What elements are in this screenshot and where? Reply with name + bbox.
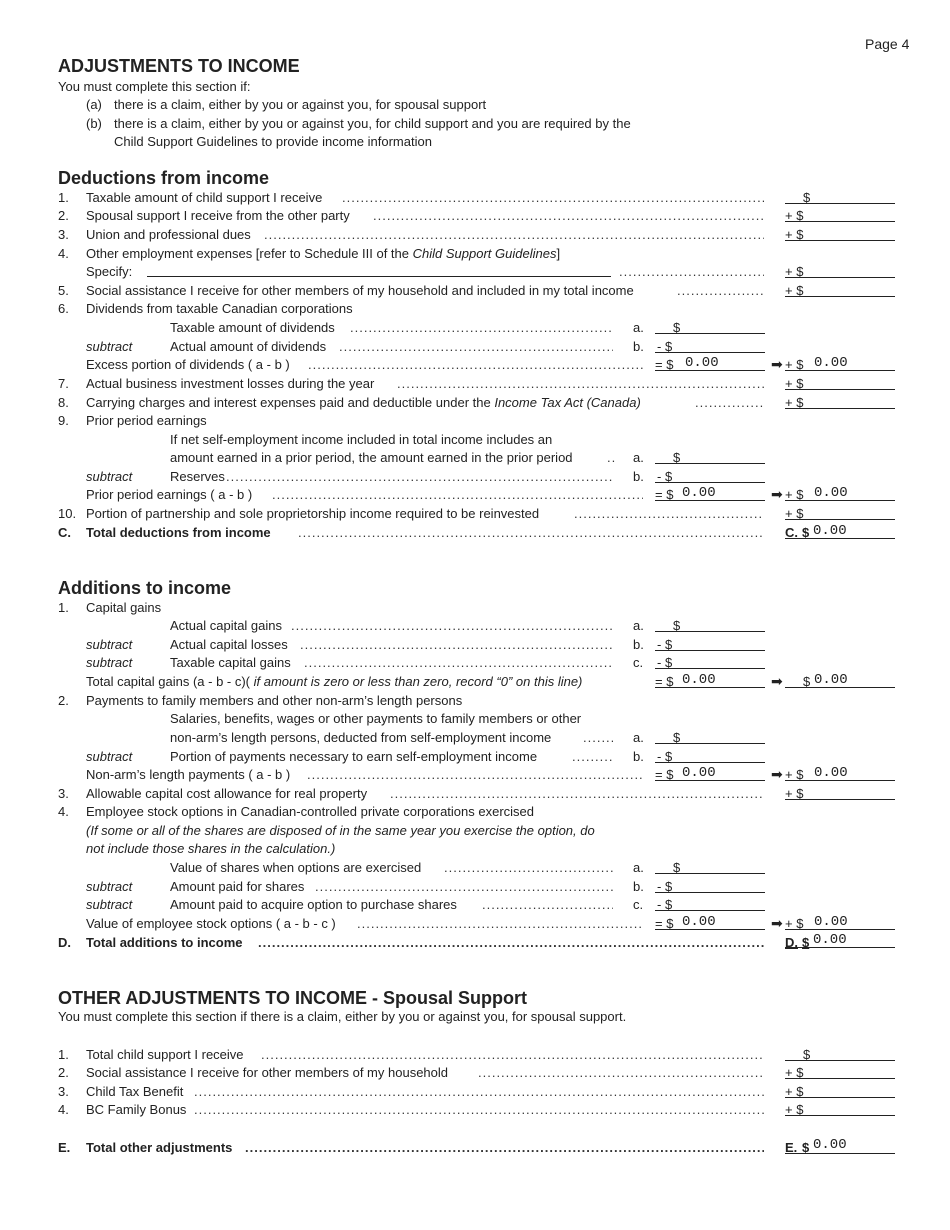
oth-line-4-field[interactable] <box>785 1115 895 1116</box>
ded-line-6c-value[interactable]: 0.00 <box>685 355 719 371</box>
add-line-1b-label: Actual capital losses <box>170 637 288 652</box>
subtract-label: subtract <box>86 469 133 484</box>
add-line-1a-field[interactable] <box>655 631 765 632</box>
leader-dots <box>194 1084 764 1099</box>
leader-dots <box>245 1140 764 1155</box>
oth-line-2-label: Social assistance I receive for other members of my household <box>86 1065 449 1080</box>
line-number: 3. <box>58 227 69 242</box>
subtract-label: subtract <box>86 879 133 894</box>
leader-dots <box>607 450 615 465</box>
minus-currency-sign: - $ <box>657 879 673 894</box>
ded-line-6b-label: Actual amount of dividends <box>170 339 327 354</box>
line-number: E. <box>58 1140 71 1155</box>
ded-line-9b-field[interactable] <box>655 482 765 483</box>
equals-currency-sign: = $ <box>655 767 674 782</box>
line-number: 8. <box>58 395 69 410</box>
leader-dots <box>264 227 764 242</box>
condition-b-text-2: Child Support Guidelines to provide income information <box>114 134 432 149</box>
line-number: 2. <box>58 693 69 708</box>
currency-sign: $ <box>803 190 811 205</box>
other-intro: You must complete this section if there is a claim, either by you or against you, for spousal support. <box>58 1009 627 1024</box>
ded-line-2-label: Spousal support I receive from the other party <box>86 208 350 223</box>
specify-input[interactable] <box>147 276 611 277</box>
oth-total-code: E. <box>785 1140 798 1155</box>
plus-currency-sign: + $ <box>785 264 804 279</box>
ded-line-6c-label: Excess portion of dividends ( a - b ) <box>86 357 290 372</box>
sub-letter: a. <box>633 860 644 875</box>
add-line-2a-label: non-arm’s length persons, deducted from self-employment income <box>170 730 552 745</box>
section-title-deductions: Deductions from income <box>58 168 270 188</box>
add-line-2-text-1: Salaries, benefits, wages or other payments to family members or other <box>170 711 582 726</box>
equals-currency-sign: = $ <box>655 674 674 689</box>
ded-line-9c-field <box>655 500 765 501</box>
leader-dots <box>677 283 764 298</box>
ded-line-5-label: Social assistance I receive for other members of my household and included in my total income <box>86 283 634 298</box>
arrow-right-icon: ➡ <box>771 486 783 502</box>
plus-currency-sign: + $ <box>785 1065 804 1080</box>
oth-total-value[interactable]: 0.00 <box>813 1137 847 1153</box>
minus-currency-sign: - $ <box>657 897 673 912</box>
currency-sign: $ <box>673 450 681 465</box>
ded-line-4-field[interactable] <box>785 277 895 278</box>
add-line-4-label: Employee stock options in Canadian-controlled private corporations exercised <box>86 804 535 819</box>
add-line-4-total-field <box>785 929 895 930</box>
line-number: 9. <box>58 413 69 428</box>
line-number: 1. <box>58 600 69 615</box>
oth-line-4-label: BC Family Bonus <box>86 1102 187 1117</box>
add-line-2c-value[interactable]: 0.00 <box>682 765 716 781</box>
currency-sign: $ <box>802 935 810 950</box>
add-line-1c-label: Taxable capital gains <box>170 655 291 670</box>
condition-a-text: there is a claim, either by you or against you, for spousal support <box>114 97 487 112</box>
leader-dots <box>304 655 613 670</box>
ded-line-6-total-field <box>785 370 895 371</box>
plus-currency-sign: + $ <box>785 506 804 521</box>
leader-dots <box>194 1102 764 1117</box>
ded-line-9-text-1: If net self-employment income included in total income includes an <box>170 432 553 447</box>
add-line-2-total-field <box>785 780 895 781</box>
leader-dots <box>308 357 643 372</box>
line-number: 5. <box>58 283 69 298</box>
add-line-4c-label: Amount paid to acquire option to purchase shares <box>170 897 457 912</box>
ded-line-6a-label: Taxable amount of dividends <box>170 320 335 335</box>
add-line-4c-field[interactable] <box>655 910 765 911</box>
currency-sign: $ <box>673 860 681 875</box>
add-line-1b-field[interactable] <box>655 650 765 651</box>
add-line-3-label: Allowable capital cost allowance for real property <box>86 786 368 801</box>
arrow-right-icon: ➡ <box>771 673 783 689</box>
plus-currency-sign: + $ <box>785 227 804 242</box>
currency-sign: $ <box>802 525 810 540</box>
add-line-2b-label: Portion of payments necessary to earn self-employment income <box>170 749 538 764</box>
sub-letter: b. <box>633 637 644 652</box>
add-line-4-note-1: (If some or all of the shares are disposed of in the same year you exercise the option, do <box>86 823 595 838</box>
minus-currency-sign: - $ <box>657 637 673 652</box>
ded-line-10-field[interactable] <box>785 519 895 520</box>
leader-dots <box>390 786 764 801</box>
ded-line-1-field[interactable] <box>785 203 895 204</box>
add-line-4a-label: Value of shares when options are exercised <box>170 860 422 875</box>
page-number: Page 4 <box>865 36 910 52</box>
add-total-code: D. <box>785 935 798 950</box>
plus-currency-sign: + $ <box>785 357 804 372</box>
equals-currency-sign: = $ <box>655 357 674 372</box>
ded-line-4-text: Other employment expenses [refer to Schedule III of the <box>86 246 410 261</box>
line-number: 4. <box>58 1102 69 1117</box>
plus-currency-sign: + $ <box>785 767 804 782</box>
condition-b-marker: (b) <box>86 116 102 131</box>
plus-currency-sign: + $ <box>785 1102 804 1117</box>
leader-dots <box>572 749 613 764</box>
ded-line-6c-field <box>655 370 765 371</box>
subtract-label: subtract <box>86 897 133 912</box>
condition-a-marker: (a) <box>86 97 102 112</box>
oth-line-1-label: Total child support I receive <box>86 1047 244 1062</box>
ded-line-3-label: Union and professional dues <box>86 227 251 242</box>
specify-label: Specify: <box>86 264 133 279</box>
leader-dots <box>397 376 764 391</box>
sub-letter: a. <box>633 450 644 465</box>
leader-dots <box>226 469 613 484</box>
subtract-label: subtract <box>86 655 133 670</box>
leader-dots <box>258 935 764 950</box>
add-line-4-note-2: not include those shares in the calculation.) <box>86 841 336 856</box>
equals-currency-sign: = $ <box>655 916 674 931</box>
oth-line-3-field[interactable] <box>785 1097 895 1098</box>
leader-dots <box>478 1065 764 1080</box>
add-line-1-total-value[interactable]: 0.00 <box>814 672 848 688</box>
ded-total-field <box>785 538 895 539</box>
plus-currency-sign: + $ <box>785 208 804 223</box>
currency-sign: $ <box>803 674 811 689</box>
add-line-4b-label: Amount paid for shares <box>170 879 305 894</box>
ded-line-6-total-value[interactable]: 0.00 <box>814 355 848 371</box>
ded-line-6b-field[interactable] <box>655 352 765 353</box>
add-line-1d-label <box>86 674 582 689</box>
line-number: 2. <box>58 208 69 223</box>
add-line-4b-field[interactable] <box>655 892 765 893</box>
minus-currency-sign: - $ <box>657 469 673 484</box>
sub-letter: b. <box>633 469 644 484</box>
line-number: 7. <box>58 376 69 391</box>
ded-line-2-field[interactable] <box>785 221 895 222</box>
section-title-other-adjustments <box>58 988 527 1008</box>
line-number: 3. <box>58 786 69 801</box>
leader-dots <box>482 897 613 912</box>
ded-line-9c-value[interactable]: 0.00 <box>682 485 716 501</box>
leader-dots <box>272 487 643 502</box>
plus-currency-sign: + $ <box>785 283 804 298</box>
line-number: 1. <box>58 190 69 205</box>
add-line-2c-label: Non-arm’s length payments ( a - b ) <box>86 767 291 782</box>
oth-line-2-field[interactable] <box>785 1078 895 1079</box>
ded-line-9a-label: amount earned in a prior period, the amount earned in the prior period <box>170 450 573 465</box>
ded-line-6a-field[interactable] <box>655 333 765 334</box>
add-line-2-total-value[interactable]: 0.00 <box>814 765 848 781</box>
leader-dots <box>583 730 613 745</box>
ded-line-4-bracket: ] <box>556 246 561 261</box>
leader-dots <box>373 208 764 223</box>
line-number: C. <box>58 525 71 540</box>
line-number: 3. <box>58 1084 69 1099</box>
ded-line-9-total-field <box>785 500 895 501</box>
subtract-label: subtract <box>86 339 133 354</box>
leader-dots <box>261 1047 764 1062</box>
subtract-label: subtract <box>86 749 133 764</box>
add-line-1c-field[interactable] <box>655 668 765 669</box>
ded-total-value[interactable]: 0.00 <box>813 523 847 539</box>
leader-dots <box>291 618 613 633</box>
oth-total-label: Total other adjustments <box>86 1140 233 1155</box>
arrow-right-icon: ➡ <box>771 356 783 372</box>
ded-line-9b-label: Reserves <box>170 469 225 484</box>
ded-line-10-label: Portion of partnership and sole proprietorship income required to be reinvested <box>86 506 540 521</box>
minus-currency-sign: - $ <box>657 749 673 764</box>
ded-line-8-label <box>86 395 641 410</box>
ded-line-4-label <box>86 246 560 261</box>
sub-letter: c. <box>633 897 644 912</box>
line-number: 4. <box>58 804 69 819</box>
ded-line-3-field[interactable] <box>785 240 895 241</box>
add-line-3-field[interactable] <box>785 799 895 800</box>
ded-line-5-field[interactable] <box>785 296 895 297</box>
currency-sign: $ <box>673 730 681 745</box>
condition-b-text-1: there is a claim, either by you or against you, for child support and you are required by the <box>114 116 631 131</box>
other-title-sub: Spousal Support <box>383 988 528 1008</box>
currency-sign: $ <box>673 618 681 633</box>
ded-line-9-total-value[interactable]: 0.00 <box>814 485 848 501</box>
add-line-1d-text: Total capital gains (a - b - c)( <box>86 674 251 689</box>
leader-dots <box>619 264 764 279</box>
add-line-1-label: Capital gains <box>86 600 162 615</box>
add-line-1a-label: Actual capital gains <box>170 618 283 633</box>
currency-sign: $ <box>802 1140 810 1155</box>
sub-letter: c. <box>633 655 644 670</box>
plus-currency-sign: + $ <box>785 916 804 931</box>
ded-line-4-guideline-ref: Child Support Guidelines <box>412 246 557 261</box>
sub-letter: a. <box>633 618 644 633</box>
oth-total-field <box>785 1153 895 1154</box>
ded-total-code: C. <box>785 525 798 540</box>
add-total-label: Total additions to income <box>86 935 243 950</box>
leader-dots <box>357 916 643 931</box>
ded-total-label: Total deductions from income <box>86 525 271 540</box>
add-line-2a-field[interactable] <box>655 743 765 744</box>
oth-line-1-field[interactable] <box>785 1060 895 1061</box>
plus-currency-sign: + $ <box>785 487 804 502</box>
line-number: 6. <box>58 301 69 316</box>
sub-letter: b. <box>633 339 644 354</box>
sub-letter: a. <box>633 320 644 335</box>
other-title-main: OTHER ADJUSTMENTS TO INCOME - <box>58 988 384 1008</box>
ded-line-8-act-ref: Income Tax Act (Canada) <box>494 395 641 410</box>
add-total-value[interactable]: 0.00 <box>813 932 847 948</box>
add-line-4a-field[interactable] <box>655 873 765 874</box>
arrow-right-icon: ➡ <box>771 915 783 931</box>
adjustments-intro: You must complete this section if: <box>58 79 251 94</box>
ded-line-9-label: Prior period earnings <box>86 413 207 428</box>
ded-line-7-label: Actual business investment losses during the year <box>86 376 375 391</box>
minus-currency-sign: - $ <box>657 339 673 354</box>
sub-letter: a. <box>633 730 644 745</box>
leader-dots <box>444 860 613 875</box>
line-number: 10. <box>58 506 77 521</box>
add-line-4d-label: Value of employee stock options ( a - b - c ) <box>86 916 336 931</box>
add-line-1d-field <box>655 687 765 688</box>
ded-line-1-label: Taxable amount of child support I receive <box>86 190 323 205</box>
leader-dots <box>298 525 764 540</box>
section-title-additions: Additions to income <box>58 578 231 598</box>
leader-dots <box>695 395 764 410</box>
add-line-2-label: Payments to family members and other non-arm’s length persons <box>86 693 463 708</box>
currency-sign: $ <box>803 1047 811 1062</box>
currency-sign: $ <box>673 320 681 335</box>
leader-dots <box>300 637 613 652</box>
add-total-field <box>785 947 895 948</box>
add-line-1d-value[interactable]: 0.00 <box>682 672 716 688</box>
ded-line-8-field[interactable] <box>785 408 895 409</box>
add-line-2c-field <box>655 780 765 781</box>
subtract-label: subtract <box>86 637 133 652</box>
line-number: D. <box>58 935 71 950</box>
sub-letter: b. <box>633 749 644 764</box>
add-line-2b-field[interactable] <box>655 762 765 763</box>
add-line-4-total-value[interactable]: 0.00 <box>814 914 848 930</box>
leader-dots <box>315 879 613 894</box>
add-line-1d-note: if amount is zero or less than zero, record “0” on this line) <box>250 674 583 689</box>
plus-currency-sign: + $ <box>785 376 804 391</box>
plus-currency-sign: + $ <box>785 786 804 801</box>
ded-line-9c-label: Prior period earnings ( a - b ) <box>86 487 253 502</box>
leader-dots <box>342 190 764 205</box>
plus-currency-sign: + $ <box>785 395 804 410</box>
plus-currency-sign: + $ <box>785 1084 804 1099</box>
section-title-adjustments: ADJUSTMENTS TO INCOME <box>58 56 300 76</box>
ded-line-9a-field[interactable] <box>655 463 765 464</box>
sub-letter: b. <box>633 879 644 894</box>
leader-dots <box>307 767 643 782</box>
leader-dots <box>350 320 613 335</box>
add-line-1-total-field <box>785 687 895 688</box>
ded-line-6-label: Dividends from taxable Canadian corporations <box>86 301 353 316</box>
line-number: 4. <box>58 246 69 261</box>
add-line-4d-value[interactable]: 0.00 <box>682 914 716 930</box>
line-number: 2. <box>58 1065 69 1080</box>
arrow-right-icon: ➡ <box>771 766 783 782</box>
leader-dots <box>574 506 764 521</box>
ded-line-7-field[interactable] <box>785 389 895 390</box>
oth-line-3-label: Child Tax Benefit <box>86 1084 184 1099</box>
minus-currency-sign: - $ <box>657 655 673 670</box>
add-line-4d-field <box>655 929 765 930</box>
equals-currency-sign: = $ <box>655 487 674 502</box>
line-number: 1. <box>58 1047 69 1062</box>
leader-dots <box>339 339 613 354</box>
ded-line-8-text: Carrying charges and interest expenses paid and deductible under the <box>86 395 491 410</box>
